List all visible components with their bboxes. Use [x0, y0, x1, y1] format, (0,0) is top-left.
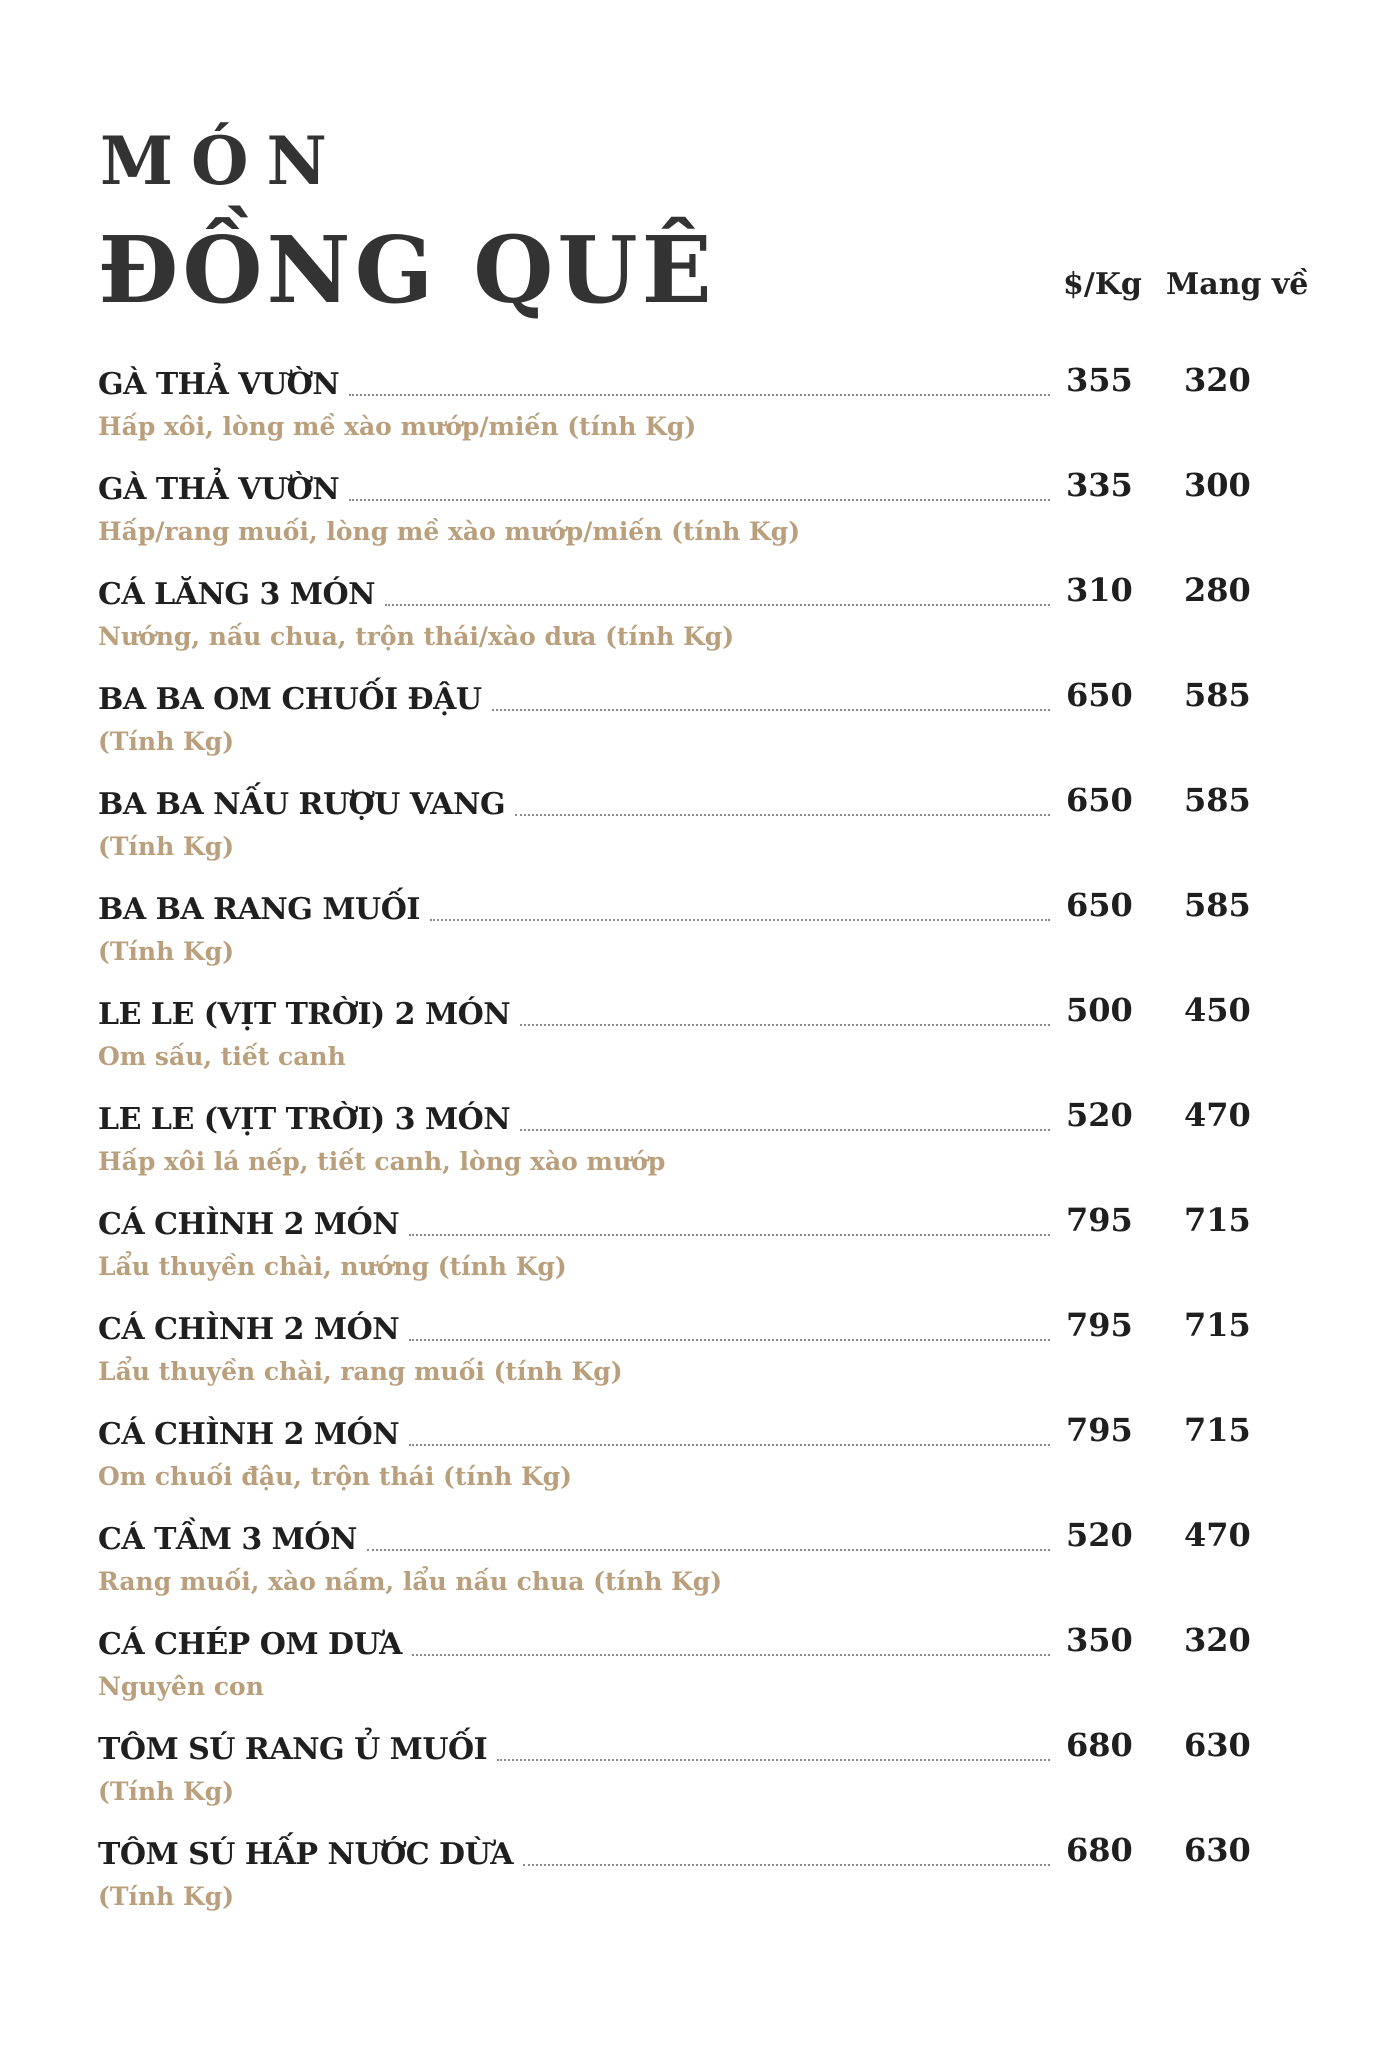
- dot-leader: [515, 813, 1050, 816]
- price-takeaway: 320: [1184, 1621, 1251, 1659]
- price-per-kg: 355: [1066, 361, 1133, 399]
- dot-leader: [412, 1653, 1050, 1656]
- dish-description: (Tính Kg): [98, 1777, 235, 1806]
- menu-item: [98, 570, 1308, 670]
- menu-item: [98, 885, 1308, 985]
- price-takeaway: 630: [1184, 1726, 1251, 1764]
- dish-description: Nướng, nấu chua, trộn thái/xào dưa (tính Kg): [98, 622, 735, 651]
- price-per-kg: 650: [1066, 886, 1133, 924]
- column-header-price-per-kg: $/Kg: [1063, 267, 1142, 302]
- dish-name: GÀ THẢ VƯỜN: [98, 472, 340, 507]
- dish-description: Lẩu thuyền chài, rang muối (tính Kg): [98, 1357, 623, 1386]
- dot-leader: [497, 1758, 1050, 1761]
- menu-item: [98, 1725, 1308, 1825]
- dish-name: GÀ THẢ VƯỜN: [98, 367, 340, 402]
- dish-description: (Tính Kg): [98, 937, 235, 966]
- dish-name: TÔM SÚ HẤP NƯỚC DỪA: [98, 1837, 513, 1872]
- dish-name: BA BA OM CHUỐI ĐẬU: [98, 682, 482, 717]
- menu-item: [98, 675, 1308, 775]
- price-takeaway: 300: [1184, 466, 1251, 504]
- dish-name: CÁ LĂNG 3 MÓN: [98, 577, 376, 612]
- price-per-kg: 795: [1066, 1411, 1133, 1449]
- menu-item: [98, 990, 1308, 1090]
- price-per-kg: 350: [1066, 1621, 1133, 1659]
- price-per-kg: 650: [1066, 781, 1133, 819]
- dish-description: Om chuối đậu, trộn thái (tính Kg): [98, 1462, 573, 1491]
- price-takeaway: 715: [1184, 1201, 1251, 1239]
- price-per-kg: 680: [1066, 1831, 1133, 1869]
- menu-title-line2: ĐỒNG QUÊ: [98, 216, 716, 324]
- dot-leader: [349, 393, 1050, 396]
- dish-name: BA BA RANG MUỐI: [98, 892, 420, 927]
- menu-item: [98, 465, 1308, 565]
- price-per-kg: 795: [1066, 1306, 1133, 1344]
- dot-leader: [492, 708, 1050, 711]
- dish-name: LE LE (VỊT TRỜI) 3 MÓN: [98, 1102, 511, 1137]
- price-per-kg: 310: [1066, 571, 1133, 609]
- dish-description: Hấp xôi, lòng mề xào mướp/miến (tính Kg): [98, 412, 697, 441]
- menu-item: [98, 1410, 1308, 1510]
- price-per-kg: 680: [1066, 1726, 1133, 1764]
- price-takeaway: 585: [1184, 781, 1251, 819]
- price-per-kg: 795: [1066, 1201, 1133, 1239]
- menu-item: [98, 1830, 1308, 1930]
- menu-item: [98, 1095, 1308, 1195]
- price-takeaway: 320: [1184, 361, 1251, 399]
- dot-leader: [409, 1233, 1050, 1236]
- price-per-kg: 335: [1066, 466, 1133, 504]
- dot-leader: [409, 1338, 1050, 1341]
- menu-item: [98, 1200, 1308, 1300]
- dot-leader: [520, 1023, 1050, 1026]
- dish-name: LE LE (VỊT TRỜI) 2 MÓN: [98, 997, 511, 1032]
- dish-name: CÁ CHÌNH 2 MÓN: [98, 1417, 400, 1452]
- dot-leader: [349, 498, 1050, 501]
- dish-description: (Tính Kg): [98, 1882, 235, 1911]
- dish-description: Rang muối, xào nấm, lẩu nấu chua (tính Kg): [98, 1567, 723, 1596]
- price-per-kg: 500: [1066, 991, 1133, 1029]
- menu-title-line1: MÓN: [100, 122, 345, 200]
- price-takeaway: 585: [1184, 886, 1251, 924]
- dish-name: CÁ CHÌNH 2 MÓN: [98, 1312, 400, 1347]
- price-per-kg: 650: [1066, 676, 1133, 714]
- dot-leader: [409, 1443, 1050, 1446]
- price-takeaway: 585: [1184, 676, 1251, 714]
- dish-name: CÁ CHÌNH 2 MÓN: [98, 1207, 400, 1242]
- menu-item: [98, 1620, 1308, 1720]
- dish-description: Lẩu thuyền chài, nướng (tính Kg): [98, 1252, 567, 1281]
- menu-item: [98, 360, 1308, 460]
- price-takeaway: 630: [1184, 1831, 1251, 1869]
- dish-description: Hấp xôi lá nếp, tiết canh, lòng xào mướp: [98, 1147, 666, 1176]
- dot-leader: [523, 1863, 1050, 1866]
- price-takeaway: 470: [1184, 1516, 1251, 1554]
- menu-item: [98, 1305, 1308, 1405]
- dish-description: Om sấu, tiết canh: [98, 1042, 346, 1071]
- dish-name: BA BA NẤU RƯỢU VANG: [98, 787, 506, 822]
- price-takeaway: 715: [1184, 1411, 1251, 1449]
- dish-name: CÁ TẦM 3 MÓN: [98, 1522, 357, 1557]
- dish-description: Hấp/rang muối, lòng mề xào mướp/miến (tính Kg): [98, 517, 801, 546]
- price-per-kg: 520: [1066, 1096, 1133, 1134]
- price-takeaway: 470: [1184, 1096, 1251, 1134]
- menu-item: [98, 780, 1308, 880]
- price-takeaway: 715: [1184, 1306, 1251, 1344]
- dot-leader: [385, 603, 1050, 606]
- dish-description: (Tính Kg): [98, 727, 235, 756]
- price-takeaway: 280: [1184, 571, 1251, 609]
- dot-leader: [520, 1128, 1050, 1131]
- dish-description: (Tính Kg): [98, 832, 235, 861]
- dot-leader: [367, 1548, 1050, 1551]
- price-takeaway: 450: [1184, 991, 1251, 1029]
- dish-description: Nguyên con: [98, 1672, 264, 1701]
- dish-name: CÁ CHÉP OM DƯA: [98, 1627, 402, 1662]
- menu-item: [98, 1515, 1308, 1615]
- column-header-takeaway: Mang về: [1166, 267, 1309, 302]
- price-per-kg: 520: [1066, 1516, 1133, 1554]
- dot-leader: [430, 918, 1050, 921]
- dish-name: TÔM SÚ RANG Ủ MUỐI: [98, 1732, 488, 1767]
